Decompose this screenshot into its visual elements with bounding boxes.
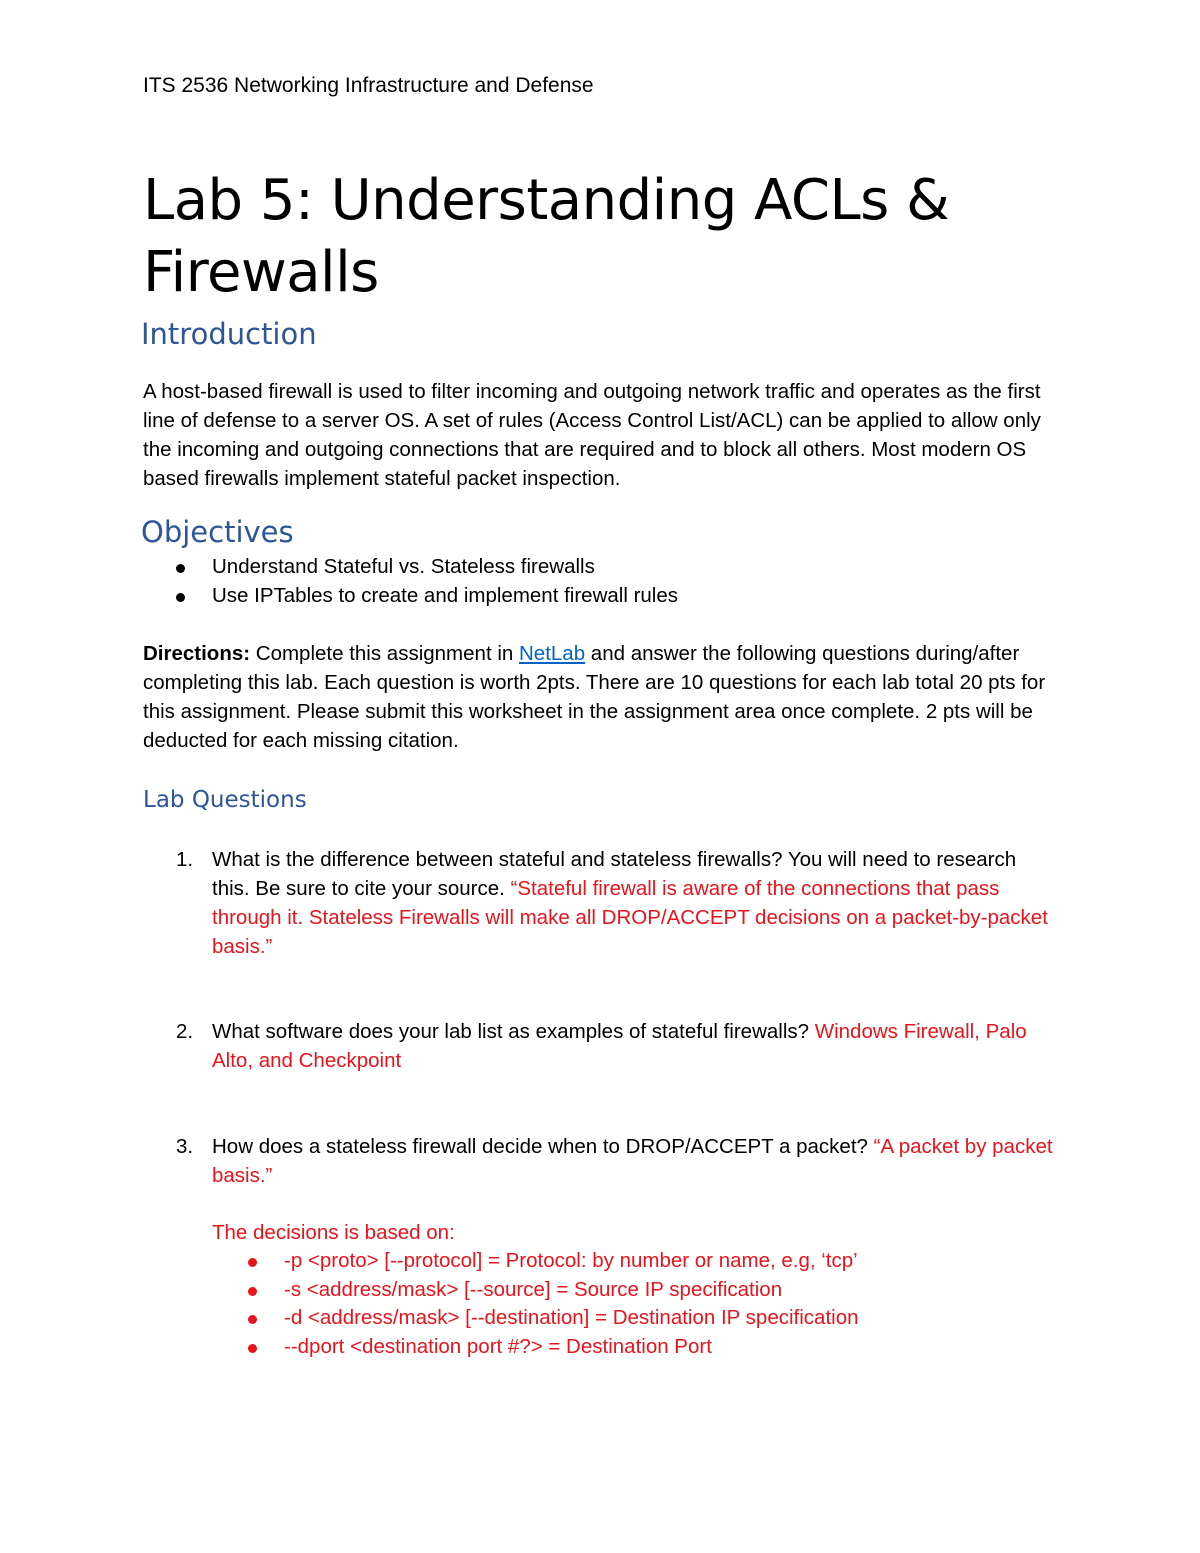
- introduction-heading: Introduction: [141, 317, 317, 351]
- bullet-icon: [248, 1315, 257, 1324]
- netlab-link[interactable]: NetLab: [518, 642, 586, 665]
- objectives-list: [176, 553, 678, 610]
- bullet-icon: [248, 1258, 257, 1267]
- list-item: Understand Stateful vs. Stateless firewalls: [176, 553, 678, 582]
- answer-text: “Stateful firewall is aware of the connections that pass through it. Stateless Firewalls will make all DROP/ACCEPT decisions on a packet-by-packet basis.”: [212, 877, 1048, 958]
- page-title: [143, 165, 1083, 309]
- question-number: 2.: [176, 1020, 194, 1043]
- course-header: ITS 2536 Networking Infrastructure and Defense: [143, 74, 594, 97]
- bullet-icon: [248, 1287, 257, 1296]
- question-3: [176, 1132, 1056, 1190]
- directions-paragraph: [143, 639, 1073, 755]
- bullet-icon: [176, 593, 185, 602]
- question-2: [176, 1017, 1056, 1075]
- list-item: -d <address/mask> [--destination] = Destination IP specification: [248, 1304, 859, 1333]
- introduction-text: A host-based firewall is used to filter incoming and outgoing network traffic and operates as the first line of defense to a server OS. A set of rules (Access Control List/ACL) can be applied to allow only the incoming and outgoing connections that are required and to block all others. Most modern OS based firewalls implement stateful packet inspection.: [143, 380, 1041, 490]
- directions-label: Directions:: [143, 642, 251, 665]
- title-line-2: Firewalls: [143, 240, 379, 305]
- question-text: What software does your lab list as examples of stateful firewalls?: [212, 1020, 815, 1043]
- question-text: What is the difference between stateful and stateless firewalls? You will need to research this. Be sure to cite your source.: [212, 848, 1017, 900]
- bullet-icon: [248, 1344, 257, 1353]
- question-number: 3.: [176, 1135, 194, 1158]
- question-1: [176, 845, 1056, 961]
- directions-text-before: Complete this assignment in: [250, 642, 519, 665]
- title-line-1: Lab 5: Understanding ACLs &: [143, 168, 950, 233]
- decisions-list: [248, 1247, 859, 1361]
- question-number: 1.: [176, 848, 194, 871]
- list-item: -p <proto> [--protocol] = Protocol: by number or name, e.g, ‘tcp’: [248, 1247, 859, 1276]
- lab-questions-heading: Lab Questions: [143, 787, 307, 813]
- objectives-heading: Objectives: [141, 515, 294, 549]
- question-text: How does a stateless firewall decide when to DROP/ACCEPT a packet?: [212, 1135, 874, 1158]
- directions-text-after: and answer the following questions during/after completing this lab. Each question is worth 2pts. There are 10 questions for each lab total 20 pts for this assignment. Please submit this worksheet in the assignment area once complete. 2 pts will be deducted for each missing citation.: [143, 642, 1046, 752]
- list-item: Use IPTables to create and implement firewall rules: [176, 582, 678, 611]
- decisions-heading: The decisions is based on:: [212, 1221, 455, 1244]
- list-item: -s <address/mask> [--source] = Source IP specification: [248, 1276, 859, 1305]
- answer-text: Windows Firewall, Palo Alto, and Checkpoint: [212, 1020, 1027, 1072]
- list-item: --dport <destination port #?> = Destination Port: [248, 1333, 859, 1362]
- bullet-icon: [176, 564, 185, 573]
- answer-text: “A packet by packet basis.”: [212, 1135, 1053, 1187]
